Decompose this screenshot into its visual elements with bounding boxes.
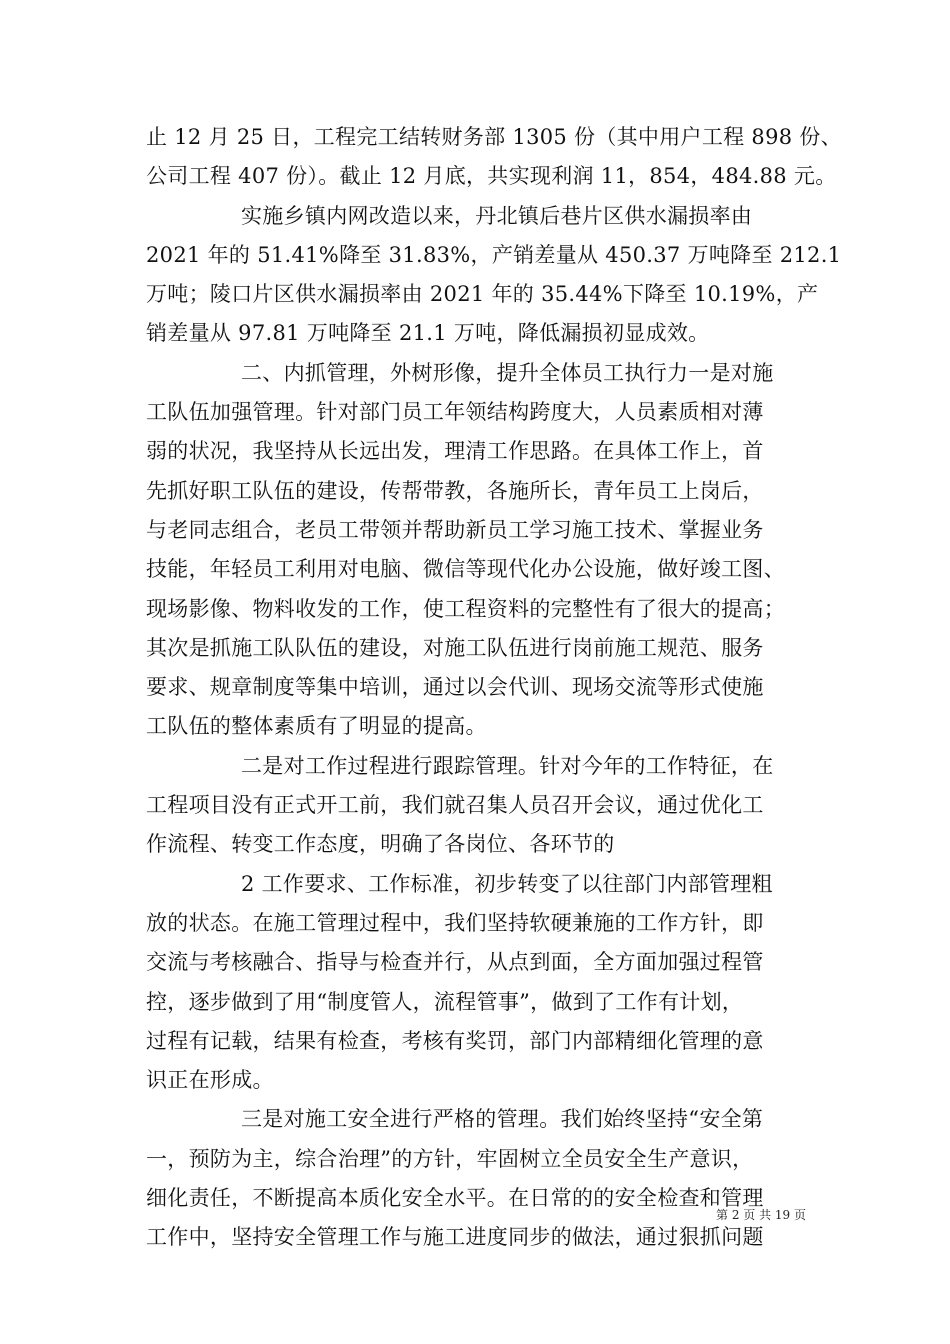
text-line: 止 12 月 25 日，工程完工结转财务部 1305 份（其中用户工程 898 份、	[146, 125, 842, 149]
text-line: 放的状态。在施工管理过程中，我们坚持软硬兼施的工作方针，即	[146, 910, 764, 935]
page-number-footer: 第 2 页 共 19 页	[716, 1208, 806, 1222]
text-line: 控，逐步做到了用“制度管人，流程管事”，做到了工作有计划，	[146, 989, 744, 1014]
text-line: 技能，年轻员工利用对电脑、微信等现代化办公设施，做好竣工图、	[146, 557, 785, 582]
body-text	[146, 118, 842, 1258]
text-line: 2 工作要求、工作标准，初步转变了以往部门内部管理粗	[241, 871, 773, 896]
text-line: 要求、规章制度等集中培训，通过以会代训、现场交流等形式使施	[146, 675, 764, 700]
text-line: 三是对施工安全进行严格的管理。我们始终坚持“安全第	[241, 1107, 764, 1132]
text-line: 细化责任，不断提高本质化安全水平。在日常的的安全检查和管理	[146, 1186, 764, 1211]
text-line: 销差量从 97.81 万吨降至 21.1 万吨，降低漏损初显成效。	[146, 321, 710, 346]
text-line: 识正在形成。	[146, 1068, 274, 1093]
text-line: 现场影像、物料收发的工作，使工程资料的完整性有了很大的提高；	[146, 596, 785, 621]
text-line: 二、内抓管理，外树形像，提升全体员工执行力一是对施	[241, 360, 774, 385]
text-line: 一，预防为主，综合治理”的方针，牢固树立全员安全生产意识，	[146, 1146, 754, 1171]
text-line: 公司工程 407 份）。截止 12 月底，共实现利润 11，854，484.88 元。	[146, 164, 837, 189]
text-line: 弱的状况，我坚持从长远出发，理清工作思路。在具体工作上，首	[146, 439, 764, 464]
text-line: 工队伍加强管理。针对部门员工年领结构跨度大，人员素质相对薄	[146, 400, 764, 425]
text-line: 实施乡镇内网改造以来，丹北镇后巷片区供水漏损率由	[241, 203, 753, 228]
text-line: 先抓好职工队伍的建设，传帮带教，各施所长，青年员工上岗后，	[146, 478, 764, 503]
text-line: 过程有记载，结果有检查，考核有奖罚，部门内部精细化管理的意	[146, 1028, 764, 1053]
text-line: 万吨；陵口片区供水漏损率由 2021 年的 35.44%下降至 10.19%，产	[146, 282, 819, 307]
text-line: 其次是抓施工队队伍的建设，对施工队伍进行岗前施工规范、服务	[146, 635, 764, 660]
text-line: 2021 年的 51.41%降至 31.83%，产销差量从 450.37 万吨降至 212.1	[146, 242, 842, 267]
text-line: 交流与考核融合、指导与检查并行，从点到面，全方面加强过程管	[146, 950, 764, 975]
text-line: 工队伍的整体素质有了明显的提高。	[146, 714, 487, 739]
text-line: 工作中，坚持安全管理工作与施工进度同步的做法，通过狠抓问题	[146, 1225, 764, 1250]
text-line: 与老同志组合，老员工带领并帮助新员工学习施工技术、掌握业务	[146, 517, 764, 542]
text-line: 二是对工作过程进行跟踪管理。针对今年的工作特征，在	[241, 753, 774, 778]
text-line: 作流程、转变工作态度，明确了各岗位、各环节的	[146, 832, 615, 857]
text-line: 工程项目没有正式开工前，我们就召集人员召开会议，通过优化工	[146, 793, 764, 818]
